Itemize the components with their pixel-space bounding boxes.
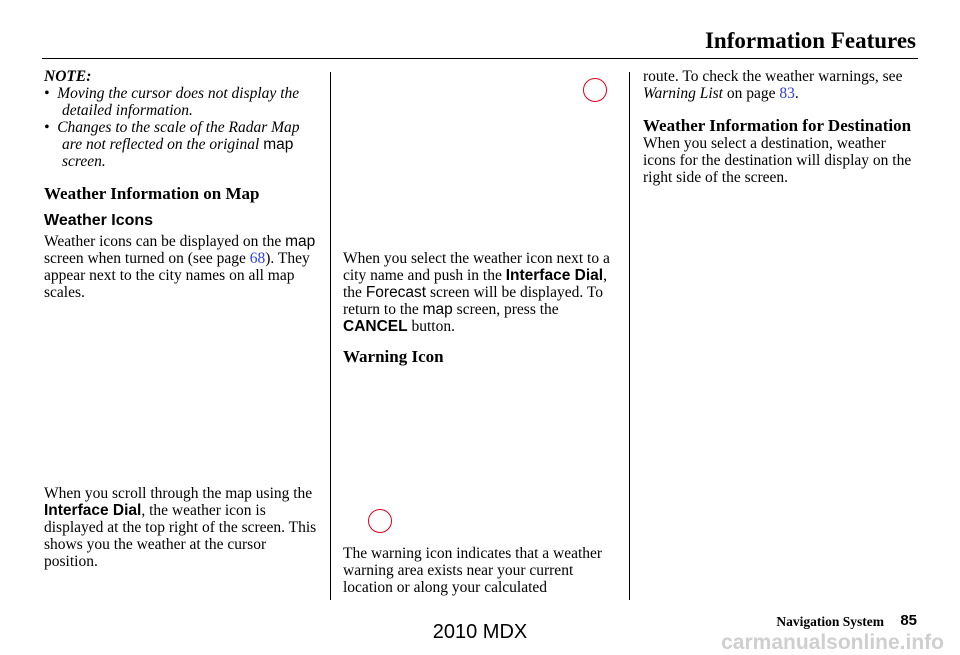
m-text-e: button.	[411, 318, 455, 335]
scroll-paragraph	[44, 485, 320, 570]
m-text-c: screen will be displayed. To return to the	[343, 284, 603, 318]
right-column	[643, 68, 921, 186]
m-interface-dial-term: Interface Dial	[505, 267, 604, 284]
page-title: Information Features	[704, 28, 916, 53]
m-text-b: , the	[343, 267, 607, 301]
footer-nav-label: Navigation System	[776, 614, 884, 629]
warning-paragraph	[343, 545, 623, 596]
warning-text: The warning icon indicates that a weather warning area exists near your current location or along your calculated	[343, 545, 603, 596]
forecast-term: Forecast	[365, 284, 427, 301]
note-bullet-1: • Moving the cursor does not display the detailed information.	[44, 85, 300, 119]
weather-icon-marker	[583, 78, 607, 102]
note-bullet-2-text: Changes to the scale of the Radar Map are not reflected on the original	[57, 119, 300, 153]
column-divider-right	[629, 72, 630, 600]
page-link-83[interactable]: 83	[779, 85, 795, 102]
cancel-term: CANCEL	[343, 318, 408, 335]
p1-text-a: Weather icons can be displayed on the	[44, 233, 282, 250]
r-text-c: .	[794, 85, 799, 102]
r-text-b: on page	[726, 85, 776, 102]
section-heading-destination: Weather Information for Destination	[643, 116, 912, 135]
section-heading-weather-map: Weather Information on Map	[44, 184, 260, 203]
note-bullet-1-text: Moving the cursor does not display the detailed information.	[57, 85, 300, 119]
subheading-weather-icons: Weather Icons	[44, 212, 154, 229]
note-map-term: map	[263, 136, 294, 153]
column-divider-left	[330, 72, 331, 600]
map-term: map	[285, 233, 316, 250]
forecast-paragraph	[343, 250, 620, 335]
warning-icon-marker	[368, 509, 392, 533]
weather-icons-paragraph	[44, 233, 320, 301]
interface-dial-term: Interface Dial	[44, 502, 142, 519]
r-text-a: route. To check the weather warnings, see	[643, 68, 903, 85]
header-rule	[42, 58, 918, 59]
middle-column	[343, 250, 620, 366]
m-text-d: screen, press the	[456, 301, 559, 318]
p2-text-a: When you scroll through the map using the	[44, 485, 313, 502]
site-watermark: carmanualsonline.info	[721, 631, 944, 654]
p1-text-b: screen when turned on (see page	[44, 250, 246, 267]
page-link-68[interactable]: 68	[249, 250, 266, 267]
p2-text-b: , the weather icon is displayed at the top right of the screen. This shows you the weather at the cursor position.	[44, 502, 317, 570]
warning-list-paragraph	[643, 68, 921, 102]
m-map-term: map	[422, 301, 453, 318]
note-label: NOTE:	[44, 68, 92, 85]
page-number: 85	[900, 612, 917, 629]
section-heading-warning-icon: Warning Icon	[343, 347, 444, 366]
note-bullet-2-end: screen.	[62, 153, 106, 170]
left-column	[44, 68, 320, 301]
model-watermark: 2010 MDX	[432, 621, 528, 643]
p1-text-c: ). They appear next to the city names on all map scales.	[44, 250, 310, 301]
m-text-a: When you select the weather icon next to a city name and push in the	[343, 250, 610, 284]
warning-list-ref: Warning List	[643, 85, 723, 102]
destination-paragraph: When you select a destination, weather icons for the destination will display on the right side of the screen.	[643, 135, 912, 186]
note-bullet-2: • Changes to the scale of the Radar Map are not reflected on the original map screen.	[44, 119, 300, 170]
